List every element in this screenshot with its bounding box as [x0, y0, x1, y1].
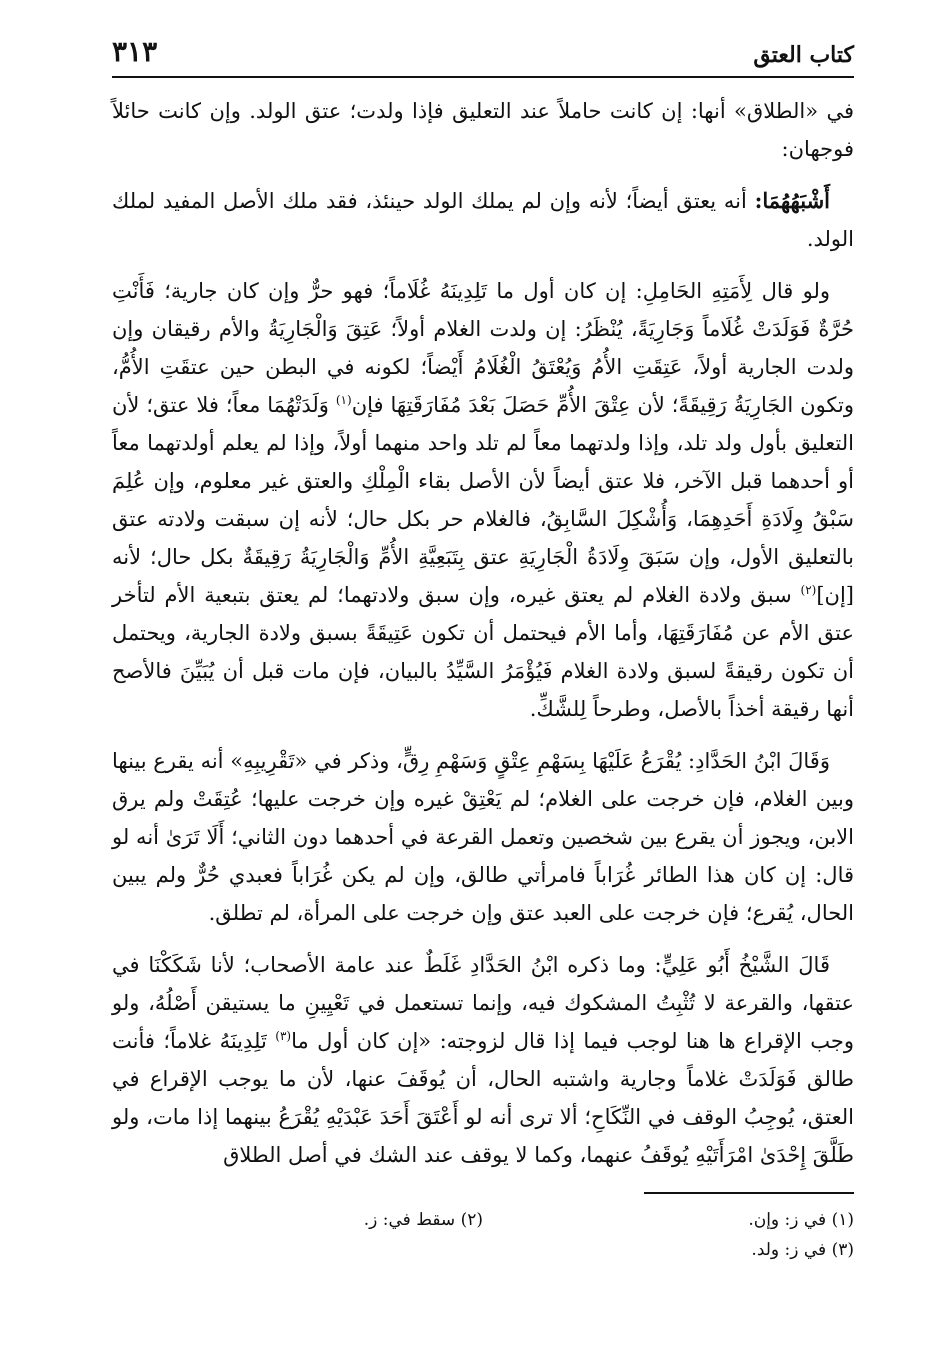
paragraph-lead: أَشْبَهُهُمَا: — [754, 188, 830, 213]
footnote-row — [112, 1205, 854, 1235]
paragraph-4: وَقَالَ ابْنُ الحَدَّادِ: يُقْرَعُ عَلَيْهَا بِسَهْمِ عِتْقٍ وَسَهْمِ رِقٍّ، وذكر في «تَقْرِيبِهِ» أنه يقرع بينها وبين الغلام، فإن خرجت على الغلام؛ لم يَعْتِقْ غيره وإن خرجت عليها؛ عُتِقَتْ ولم يرق الابن، ويجوز أن يقرع بين شخصين وتعمل القرعة في أحدهما دون الثاني؛ أَلَا تَرَىٰ أنه لو قال: إن كان هذا الطائر غُرَاباً فامرأتي طالق، وإن لم يكن غُرَاباً فعبدي حُرٌّ ولم يبين الحال، يُقرع؛ فإن خرجت على العبد عتق وإن خرجت على المرأة، لم تطلق. — [112, 749, 854, 925]
paragraph-2: أَشْبَهُهُمَا: أنه يعتق أيضاً؛ لأنه وإن لم يملك الولد حينئذ، فقد ملك الأصل المفيد لملك الولد. — [112, 188, 854, 251]
footnote-ref-1: (١) — [335, 393, 352, 407]
main-text — [112, 92, 854, 1174]
footnote-row — [112, 1235, 854, 1265]
footnote-divider — [644, 1192, 854, 1194]
page-number: ٣١٣ — [112, 35, 158, 68]
footnote-1: (١) في ز: وإن. — [748, 1210, 854, 1230]
paragraph-5: قَالَ الشَّيْخُ أَبُو عَلِيٍّ: وما ذكره ابْنُ الحَدَّادِ غَلَطٌ عند عامة الأصحاب؛ لأنا شَكَكْنَا في عتقها، والقرعة لا تُثْبِتُ المشكوك فيه، وإنما تستعمل في تَعْيِينِ ما يستيقن أَصْلُهُ، ولو وجب الإقراع ها هنا لوجب فيما إذا قال لزوجته: «إن كان أول ما$^{(٣)}$ تَلِدِينَهُ غلاماً؛ فأنت طالق فَوَلَدَتْ غلاماً وجارية واشتبه الحال، أن يُوقَفَ عنها، لأن ما يوجب الإقراع في العتق، يُوجِبُ الوقف في النِّكَاحِ؛ ألا ترى أنه لو أَعْتَقَ أَحَدَ عَبْدَيْهِ يُقْرَعُ بينهما إذا مات، ولو طَلَّقَ إِحْدَىٰ امْرَأَتَيْهِ يُوقَفُ عنهما، وكما لا يوقف عند الشك في أصل الطلاق — [112, 953, 854, 1167]
footnote-3: (٣) في ز: ولد. — [751, 1240, 854, 1260]
paragraph-1: في «الطلاق» أنها: إن كانت حاملاً عند التعليق فإذا ولدت؛ عتق الولد. وإن كانت حائلاً فوجهان: — [112, 99, 854, 161]
running-header — [112, 34, 854, 78]
footnotes — [112, 1205, 854, 1265]
chapter-title: كتاب العتق — [753, 42, 854, 68]
footnote-ref-2: (٢) — [800, 583, 817, 597]
footnote-ref-3: (٣) — [275, 1029, 292, 1043]
paragraph-3: ولو قال لِأَمَتِهِ الحَامِلِ: إن كان أول ما تَلِدِينَهُ غُلَاماً؛ فهو حرٌّ وإن كان جارية؛ فَأَنْتِ حُرَّةٌ فَوَلَدَتْ غُلَاماً وَجَارِيَةً، يُنْظَرُ: إن ولدت الغلام أولاً؛ عَتِقَ وَالْجَارِيَةُ والأم رقيقان وإن ولدت الجارية أولاً، عَتِقَتِ الأُمُ وَيُعْتَقُ الْغُلَامُ أَيْضاً؛ لكونه في البطن حين عتقَتِ الأُمُّ، وتكون الجَارِيَةُ رَقِيقَةً؛ لأن عِتْقَ الأُمِّ حَصَلَ بَعْدَ مُفَارَقَتِهَا فإن$^{(١)}$ وَلَدَتْهُمَا معاً؛ فلا عتق؛ لأن التعليق بأول ولد تلد، وإذا ولدتهما معاً لم تلد واحد منهما أولاً، وإذا لم يعلم أولدتهما معاً أو أحدهما قبل الآخر، فلا عتق أيضاً لأن الأصل بقاء الْمِلْكِ والعتق غير معلوم، وإن عُلِمَ سَبْقُ وِلَادَةِ أَحَدِهِمَا، وَأُشْكِلَ السَّابِقُ، فالغلام حر بكل حال؛ لأنه إن سبقت ولادته عتق بالتعليق الأول، وإن سَبَقَ وِلَادَةُ الْجَارِيَةِ عتق بِتَبَعِيَّةِ الأُمِّ وَالْجَارِيَةُ رَقِيقَةٌ بكل حال؛ لأنه [إن]$^{(٢)}$ سبق ولادة الغلام لم يعتق غيره، وإن سبق ولادتهما؛ لم يعتق بتبعية الأم لتأخر عتق الأم عن مُفَارَقَتِهَا، وأما الأم فيحتمل أن تكون عَتِيقَةً بسبق ولادة الجارية، ويحتمل أن تكون رقيقةً لسبق ولادة الغلام فَيُؤْمَرُ السَّيِّدُ بالبيان، فإن مات قبل أن يُبَيِّنَ فالأصح أنها رقيقة أخذاً بالأصل، وطرحاً لِلشَّكِّ. — [112, 279, 854, 721]
footnote-2: (٢) سقط في: ز. — [363, 1210, 483, 1230]
